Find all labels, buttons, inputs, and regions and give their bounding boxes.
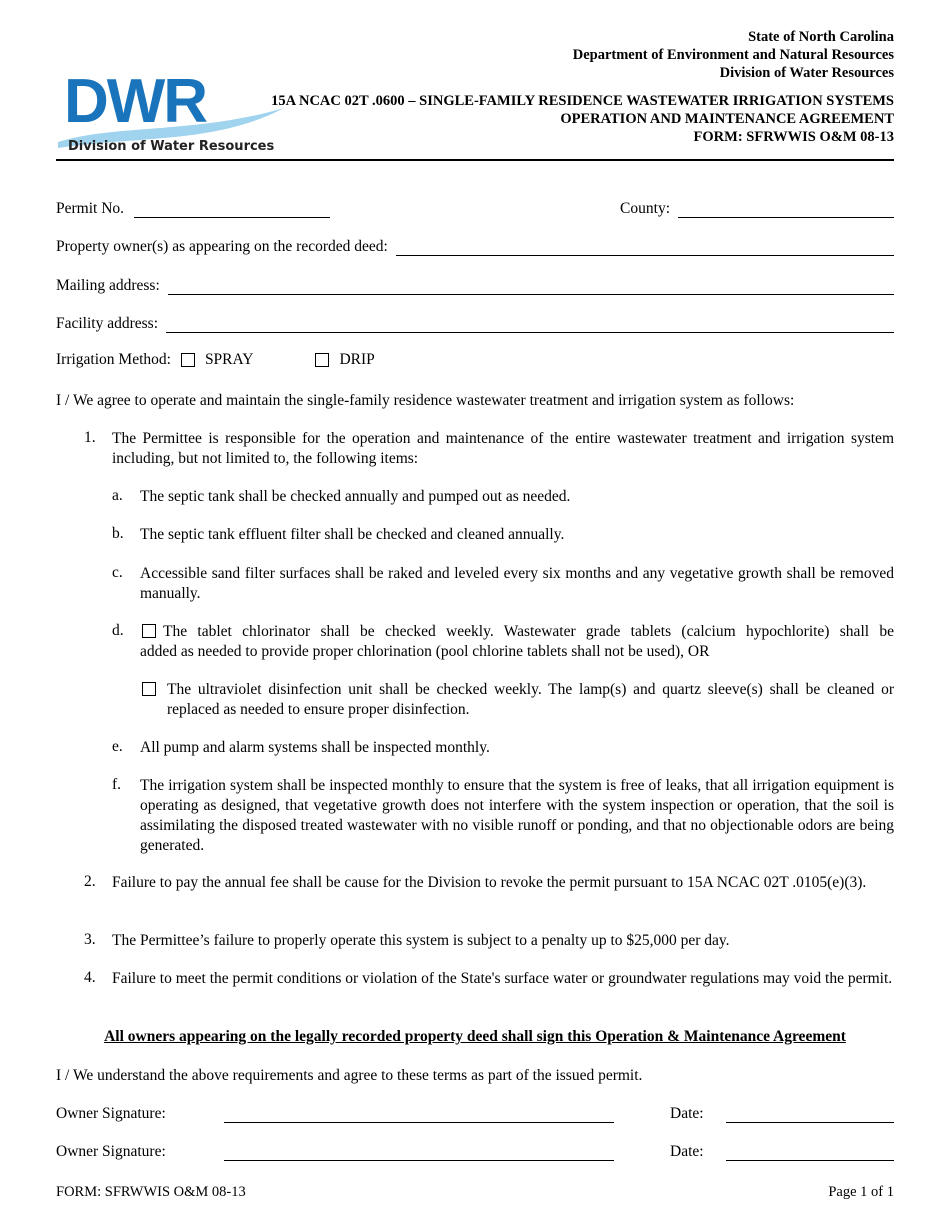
mailing-row [56,273,894,295]
item-f-text: The irrigation system shall be inspected monthly to ensure that the system is free of leaks, that all irrigation equipment is operating as designed, that vegetative growth does not interfere with the system inspection or operation, that the soil is assimilating the disposed treated wastewater with no visible runoff or ponding, and that no objectionable odors are being generated. [140,777,894,854]
item-2-number: 2. [84,873,96,890]
mailing-label: Mailing address: [56,277,160,294]
permit-county-row [56,196,894,218]
chlorinator-checkbox[interactable] [142,624,156,638]
form-title [271,92,894,146]
drip-label: DRIP [339,351,375,368]
date-label-2: Date: [670,1143,704,1160]
owner-signature-field-2[interactable] [224,1142,614,1161]
item-d-letter: d. [112,622,124,639]
item-1-number: 1. [84,429,96,446]
agency-line-2: Department of Environment and Natural Resources [572,47,894,63]
item-1-text: The Permittee is responsible for the operation and maintenance of the entire wastewater treatment and irrigation system including, but not limited to, the following items: [112,430,894,467]
intro-text: I / We agree to operate and maintain the single-family residence wastewater treatment and irrigation system as follows: [56,392,795,409]
item-b-letter: b. [112,525,124,542]
logo-subtitle: Division of Water Resources [68,139,275,154]
dwr-logo [56,64,296,159]
facility-row [56,311,894,333]
item-a-letter: a. [112,487,123,504]
item-c-text: Accessible sand filter surfaces shall be raked and leveled every six months and any vegetative growth shall be removed manually. [140,565,894,602]
permit-label: Permit No. [56,200,125,217]
owners-field[interactable] [396,239,894,256]
facility-label: Facility address: [56,315,159,332]
item-3-text: The Permittee’s failure to properly operate this system is subject to a penalty up to $25,000 per day. [112,932,730,949]
item-a-text: The septic tank shall be checked annually and pumped out as needed. [140,488,571,505]
facility-address-field[interactable] [166,316,894,333]
agency-header [573,28,894,82]
owners-label: Property owner(s) as appearing on the recorded deed: [56,238,388,255]
spray-checkbox[interactable] [181,353,195,367]
item-2-text: Failure to pay the annual fee shall be cause for the Division to revoke the permit pursuant to 15A NCAC 02T .0105(e)(3). [112,874,867,891]
permit-number-field[interactable] [134,201,330,218]
signing-notice: All owners appearing on the legally recorded property deed shall sign this Operation & Maintenance Agreement [104,1028,846,1045]
owner-signature-label-1: Owner Signature: [56,1105,166,1122]
item-4-number: 4. [84,969,96,986]
county-field[interactable] [678,201,894,218]
date-field-2[interactable] [726,1142,894,1161]
agency-line-3: Division of Water Resources [719,65,894,81]
drip-checkbox[interactable] [315,353,329,367]
title-line-1: 15A NCAC 02T .0600 – SINGLE-FAMILY RESIDENCE WASTEWATER IRRIGATION SYSTEMS [271,93,894,109]
item-c-letter: c. [112,564,123,581]
spray-label: SPRAY [204,351,254,368]
form-page [56,0,894,1230]
item-4-text: Failure to meet the permit conditions or violation of the State's surface water or groundwater regulations may void the permit. [112,970,893,987]
agreement-text: I / We understand the above requirements and agree to these terms as part of the issued permit. [56,1067,643,1084]
item-f-letter: f. [112,776,122,793]
date-label-1: Date: [670,1105,704,1122]
agency-line-1: State of North Carolina [748,29,894,45]
item-d-text-line-1: The tablet chlorinator shall be checked weekly. Wastewater grade tablets (calcium hypochlorite) shall be [163,623,894,640]
mailing-address-field[interactable] [168,278,894,295]
irrigation-row [56,349,894,371]
title-line-2: OPERATION AND MAINTENANCE AGREEMENT [560,111,894,127]
footer-form-id: FORM: SFRWWIS O&M 08-13 [56,1184,246,1200]
item-d-uv-text: The ultraviolet disinfection unit shall be checked weekly. The lamp(s) and quartz sleeve(s) shall be cleaned or replaced as needed to ensure proper disinfection. [167,681,894,718]
irrigation-label: Irrigation Method: [56,351,171,368]
uv-unit-checkbox[interactable] [142,682,156,696]
owner-signature-field-1[interactable] [224,1104,614,1123]
date-field-1[interactable] [726,1104,894,1123]
header-divider [56,159,894,161]
footer-page-number: Page 1 of 1 [828,1184,894,1200]
title-line-3: FORM: SFRWWIS O&M 08-13 [693,129,894,145]
item-e-letter: e. [112,738,123,755]
item-d-text-line-2: added as needed to provide proper chlorination (pool chlorine tablets shall not be used), OR [140,643,710,660]
county-label: County: [620,200,670,217]
item-b-text: The septic tank effluent filter shall be checked and cleaned annually. [140,526,565,543]
owners-row [56,234,894,256]
owner-signature-label-2: Owner Signature: [56,1143,166,1160]
item-3-number: 3. [84,931,96,948]
item-e-text: All pump and alarm systems shall be inspected monthly. [140,739,490,756]
dwr-wordmark: DWR [64,67,207,136]
